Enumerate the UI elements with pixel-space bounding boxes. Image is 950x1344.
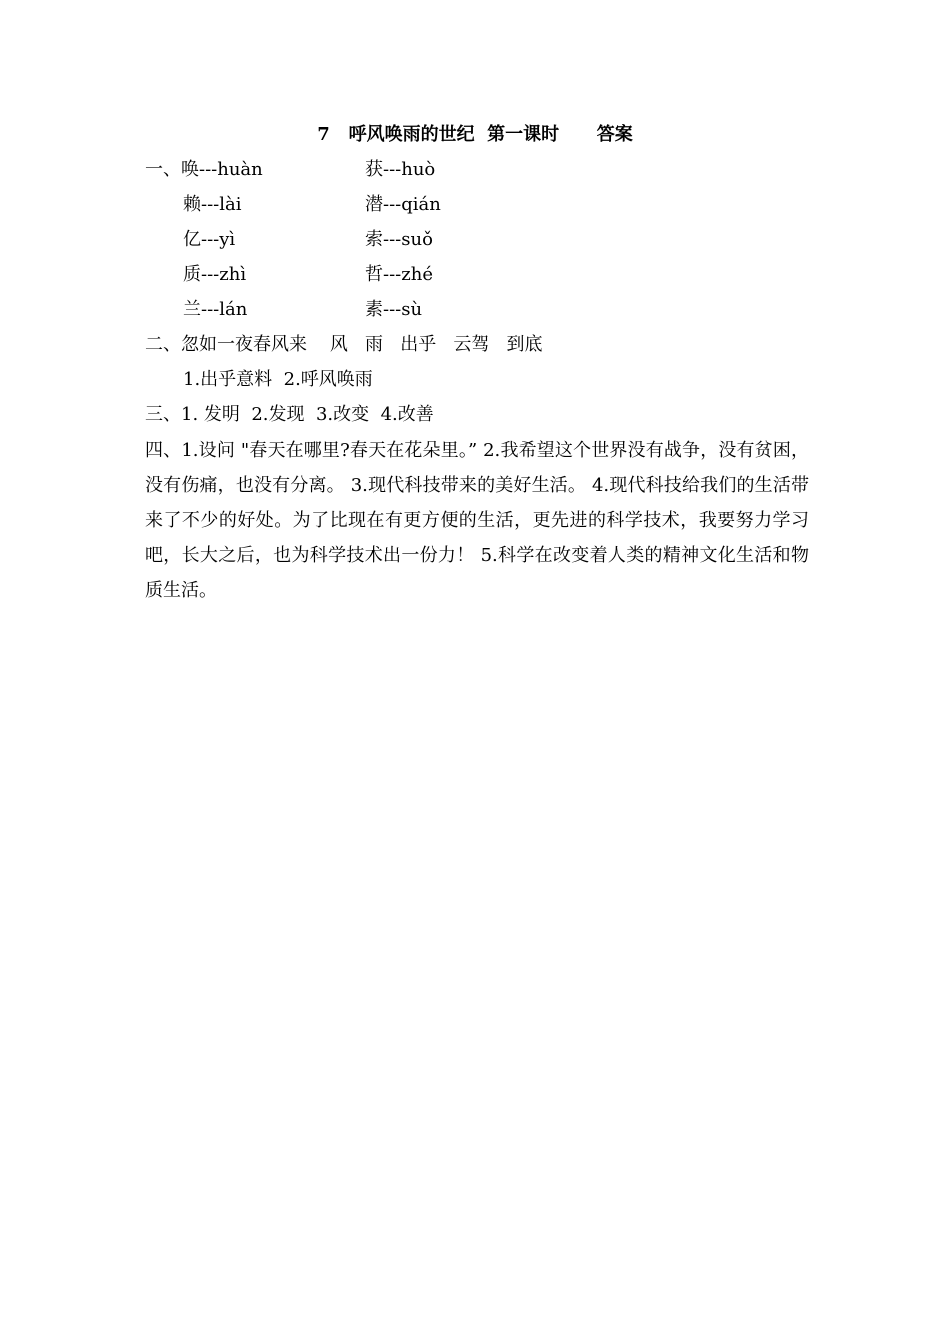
section1-row5-left: 兰---lán — [183, 299, 248, 320]
section1-row1-left: 一、唤---huàn — [145, 159, 263, 180]
section1-row3-right: 索---suǒ — [365, 229, 433, 250]
section4-paragraph: 四、1.设问 "春天在哪里?春天在花朵里。” 2.我希望这个世界没有战争，没有贫困，没有伤痛，也没有分离。 3.现代科技带来的美好生活。 4.现代科技给我们的生活带来了不少的好处。为了比现在有更方便的生活，更先进的科学技术，我要努力学习吧，长大之后，也为科学技术出一份力！ 5.科学在改变着人类的精神文化生活和物质生活。 — [145, 440, 809, 601]
section1-row4-right: 哲---zhé — [365, 264, 433, 285]
page-title: 7 呼风唤雨的世纪 第一课时 答案 — [317, 124, 633, 145]
section1-row5-right: 素---sù — [365, 299, 423, 320]
section1-row3-left: 亿---yì — [183, 229, 236, 250]
section1-row2-left: 赖---lài — [183, 194, 242, 215]
section1-row1-right: 获---huò — [365, 159, 436, 180]
section2-line1: 二、忽如一夜春风来 风 雨 出乎 云驾 到底 — [145, 334, 543, 355]
section3-line1: 三、1. 发明 2.发现 3.改变 4.改善 — [145, 404, 434, 425]
section1-row2-right: 潜---qián — [365, 194, 441, 215]
section1-row4-left: 质---zhì — [183, 264, 247, 285]
section2-line2: 1.出乎意料 2.呼风唤雨 — [183, 369, 373, 390]
